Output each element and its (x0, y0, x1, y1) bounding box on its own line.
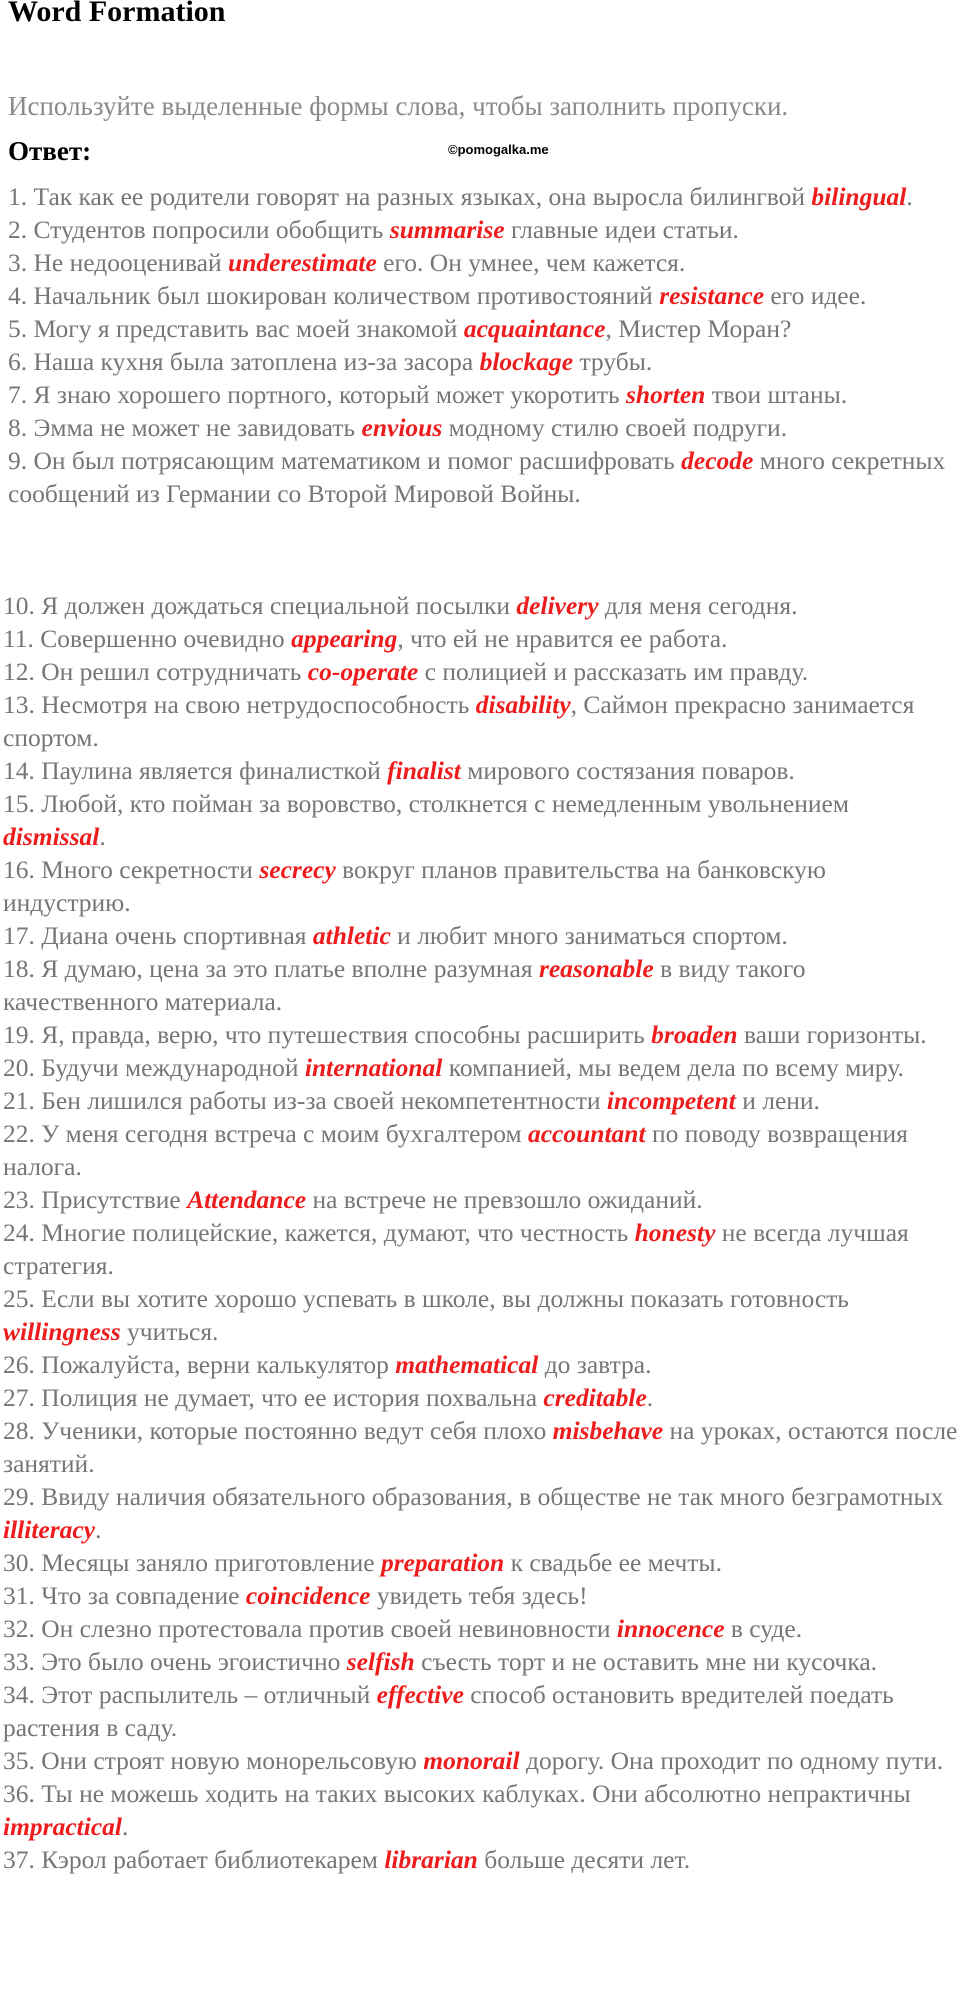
list-item (3, 1051, 958, 1084)
answer-word: honesty (634, 1218, 716, 1247)
answer-word: misbehave (552, 1416, 664, 1445)
item-text-after: по поводу возвращения налога. (3, 1119, 908, 1181)
item-text-after: не всегда лучшая стратегия. (3, 1218, 909, 1280)
item-text-before: 19. Я, правда, верю, что путешествия способны расширить (3, 1020, 652, 1049)
list-item (8, 378, 958, 411)
answer-word: finalist (387, 756, 461, 785)
item-text-before: 36. Ты не можешь ходить на таких высоких каблуках. Они абсолютно непрактичны (3, 1779, 911, 1808)
item-text-after: способ остановить вредителей поедать растения в саду. (3, 1680, 894, 1742)
list-item (8, 411, 958, 444)
list-item (3, 1381, 958, 1414)
item-text-after: в суде. (724, 1614, 803, 1643)
answer-word: selfish (346, 1647, 415, 1676)
item-text-before: 3. Не недооценивай (8, 248, 229, 277)
item-text-before: 28. Ученики, которые постоянно ведут себя плохо (3, 1416, 553, 1445)
list-item (3, 1612, 958, 1645)
list-item (3, 1216, 958, 1282)
list-item (3, 1678, 958, 1744)
answer-word: preparation (380, 1548, 505, 1577)
list-item (3, 1414, 958, 1480)
list-item (3, 919, 958, 952)
answer-word: resistance (659, 281, 765, 310)
list-item (8, 279, 958, 312)
answer-word: innocence (616, 1614, 725, 1643)
answer-list-part-2 (3, 589, 958, 1876)
answer-word: broaden (651, 1020, 738, 1049)
answer-word: delivery (516, 591, 599, 620)
item-text-before: 20. Будучи международной (3, 1053, 305, 1082)
item-text-after: и любит много заниматься спортом. (390, 921, 788, 950)
list-item (8, 213, 958, 246)
item-text-after: много секретных сообщений из Германии со Второй Мировой Войны. (8, 446, 946, 508)
list-item (3, 1117, 958, 1183)
list-item (3, 655, 958, 688)
answer-word: secrecy (259, 855, 336, 884)
answer-word: mathematical (395, 1350, 539, 1379)
item-text-after: ваши горизонты. (737, 1020, 927, 1049)
watermark: ©pomogalka.me (448, 142, 549, 157)
answer-word: decode (681, 446, 754, 475)
item-text-before: 11. Совершенно очевидно (3, 624, 292, 653)
item-text-after: . (646, 1383, 654, 1412)
item-text-before: 24. Многие полицейские, кажется, думают, что честность (3, 1218, 635, 1247)
list-item (8, 312, 958, 345)
answer-word: acquaintance (463, 314, 606, 343)
item-text-before: 21. Бен лишился работы из-за своей некомпетентности (3, 1086, 607, 1115)
item-text-after: . (121, 1812, 129, 1841)
list-item (3, 1645, 958, 1678)
item-text-before: 17. Диана очень спортивная (3, 921, 313, 950)
item-text-before: 26. Пожалуйста, верни калькулятор (3, 1350, 396, 1379)
answer-word: illiteracy (3, 1515, 96, 1544)
item-text-after: съесть торт и не оставить мне ни кусочка. (414, 1647, 878, 1676)
item-text-before: 15. Любой, кто пойман за воровство, столкнется с немедленным увольнением (3, 789, 849, 818)
answer-word: summarise (389, 215, 505, 244)
item-text-before: 27. Полиция не думает, что ее история похвальна (3, 1383, 544, 1412)
item-text-before: 13. Несмотря на свою нетрудоспособность (3, 690, 476, 719)
list-item (3, 1282, 958, 1348)
item-text-before: 22. У меня сегодня встреча с моим бухгалтером (3, 1119, 528, 1148)
item-text-before: 18. Я думаю, цена за это платье вполне разумная (3, 954, 539, 983)
item-text-after: учиться. (120, 1317, 219, 1346)
item-text-before: 33. Это было очень эгоистично (3, 1647, 347, 1676)
item-text-before: 16. Много секретности (3, 855, 260, 884)
answer-word: monorail (423, 1746, 520, 1775)
list-item (3, 1018, 958, 1051)
instruction-text: Используйте выделенные формы слова, чтобы заполнить пропуски. (8, 91, 789, 121)
item-text-before: 2. Студентов попросили обобщить (8, 215, 390, 244)
item-text-after: . (906, 182, 913, 211)
item-text-after: , Саймон прекрасно занимается спортом. (3, 690, 915, 752)
item-text-before: 35. Они строят новую монорельсовую (3, 1746, 424, 1775)
item-text-after: на уроках, остаются после занятий. (3, 1416, 958, 1478)
item-text-after: больше десяти лет. (477, 1845, 691, 1874)
answer-word: bilingual (811, 182, 907, 211)
item-text-after: мирового состязания поваров. (460, 756, 795, 785)
item-text-after: в виду такого качественного материала. (3, 954, 806, 1016)
list-item (8, 246, 958, 279)
list-item (3, 1480, 958, 1546)
list-item (3, 787, 958, 853)
answer-word: shorten (626, 380, 706, 409)
answer-word: willingness (3, 1317, 121, 1346)
list-item (3, 952, 958, 1018)
answer-word: impractical (3, 1812, 122, 1841)
item-text-after: его. Он умнее, чем кажется. (376, 248, 686, 277)
item-text-after: твои штаны. (705, 380, 848, 409)
item-text-before: 37. Кэрол работает библиотекарем (3, 1845, 385, 1874)
answer-word: athletic (312, 921, 391, 950)
answer-word: accountant (527, 1119, 646, 1148)
answer-word: co-operate (307, 657, 419, 686)
answer-word: coincidence (245, 1581, 371, 1610)
item-text-before: 12. Он решил сотрудничать (3, 657, 308, 686)
item-text-before: 14. Паулина является финалисткой (3, 756, 388, 785)
list-item (3, 589, 958, 622)
item-text-before: 31. Что за совпадение (3, 1581, 246, 1610)
item-text-before: 7. Я знаю хорошего портного, который может укоротить (8, 380, 626, 409)
list-item (3, 1777, 958, 1843)
item-text-before: 6. Наша кухня была затоплена из-за засора (8, 347, 480, 376)
item-text-after: , что ей не нравится ее работа. (397, 624, 728, 653)
item-text-before: 29. Ввиду наличия обязательного образования, в обществе не так много безграмотных (3, 1482, 944, 1511)
item-text-after: модному стилю своей подруги. (442, 413, 788, 442)
list-item (8, 345, 958, 378)
item-text-after: и лени. (735, 1086, 820, 1115)
list-item (3, 622, 958, 655)
answer-list-part-1 (8, 180, 958, 510)
item-text-before: 34. Этот распылитель – отличный (3, 1680, 377, 1709)
item-text-before: 4. Начальник был шокирован количеством противостояний (8, 281, 660, 310)
answer-word: creditable (543, 1383, 647, 1412)
item-text-after: дорогу. Она проходит по одному пути. (519, 1746, 944, 1775)
item-text-after: на встрече не превзошло ожиданий. (306, 1185, 703, 1214)
list-item (3, 853, 958, 919)
answer-word: dismissal (3, 822, 100, 851)
list-item (8, 444, 958, 510)
list-item (3, 1579, 958, 1612)
list-item (3, 1183, 958, 1216)
item-text-before: 1. Так как ее родители говорят на разных языках, она выросла билингвой (8, 182, 812, 211)
item-text-before: 5. Могу я представить вас моей знакомой (8, 314, 464, 343)
item-text-before: 30. Месяцы заняло приготовление (3, 1548, 381, 1577)
item-text-after: вокруг планов правительства на банковскую индустрию. (3, 855, 826, 917)
item-text-after: увидеть тебя здесь! (370, 1581, 588, 1610)
answer-word: effective (376, 1680, 464, 1709)
answer-word: appearing (291, 624, 398, 653)
list-item (3, 1843, 958, 1876)
item-text-before: 32. Он слезно протестовала против своей невиновности (3, 1614, 617, 1643)
item-text-before: 10. Я должен дождаться специальной посылки (3, 591, 517, 620)
answer-word: Attendance (187, 1185, 307, 1214)
item-text-after: компанией, мы ведем дела по всему миру. (442, 1053, 904, 1082)
answer-word: disability (475, 690, 571, 719)
list-item (3, 1084, 958, 1117)
answer-word: librarian (384, 1845, 478, 1874)
answer-word: underestimate (228, 248, 377, 277)
item-text-after: главные идеи статьи. (504, 215, 739, 244)
list-item (3, 1348, 958, 1381)
item-text-after: , Мистер Моран? (605, 314, 792, 343)
item-text-before: 8. Эмма не может не завидовать (8, 413, 362, 442)
item-text-after: к свадьбе ее мечты. (504, 1548, 722, 1577)
answer-word: international (304, 1053, 443, 1082)
item-text-after: с полицией и рассказать им правду. (418, 657, 809, 686)
list-item (3, 688, 958, 754)
answer-word: blockage (479, 347, 574, 376)
item-text-before: 23. Присутствие (3, 1185, 188, 1214)
answer-word: incompetent (606, 1086, 736, 1115)
answer-word: envious (361, 413, 443, 442)
item-text-before: 25. Если вы хотите хорошо успевать в школе, вы должны показать готовность (3, 1284, 849, 1313)
item-text-before: 9. Он был потрясающим математиком и помог расшифровать (8, 446, 682, 475)
item-text-after: до завтра. (538, 1350, 652, 1379)
page-title: Word Formation (8, 0, 226, 28)
answer-word: reasonable (538, 954, 654, 983)
list-item (3, 1744, 958, 1777)
list-item (8, 180, 958, 213)
list-item (3, 1546, 958, 1579)
item-text-after: . (99, 822, 106, 851)
list-item (3, 754, 958, 787)
answer-label: Ответ: (8, 136, 92, 166)
item-text-after: для меня сегодня. (598, 591, 798, 620)
item-text-after: трубы. (573, 347, 653, 376)
item-text-after: его идее. (764, 281, 867, 310)
item-text-after: . (95, 1515, 102, 1544)
